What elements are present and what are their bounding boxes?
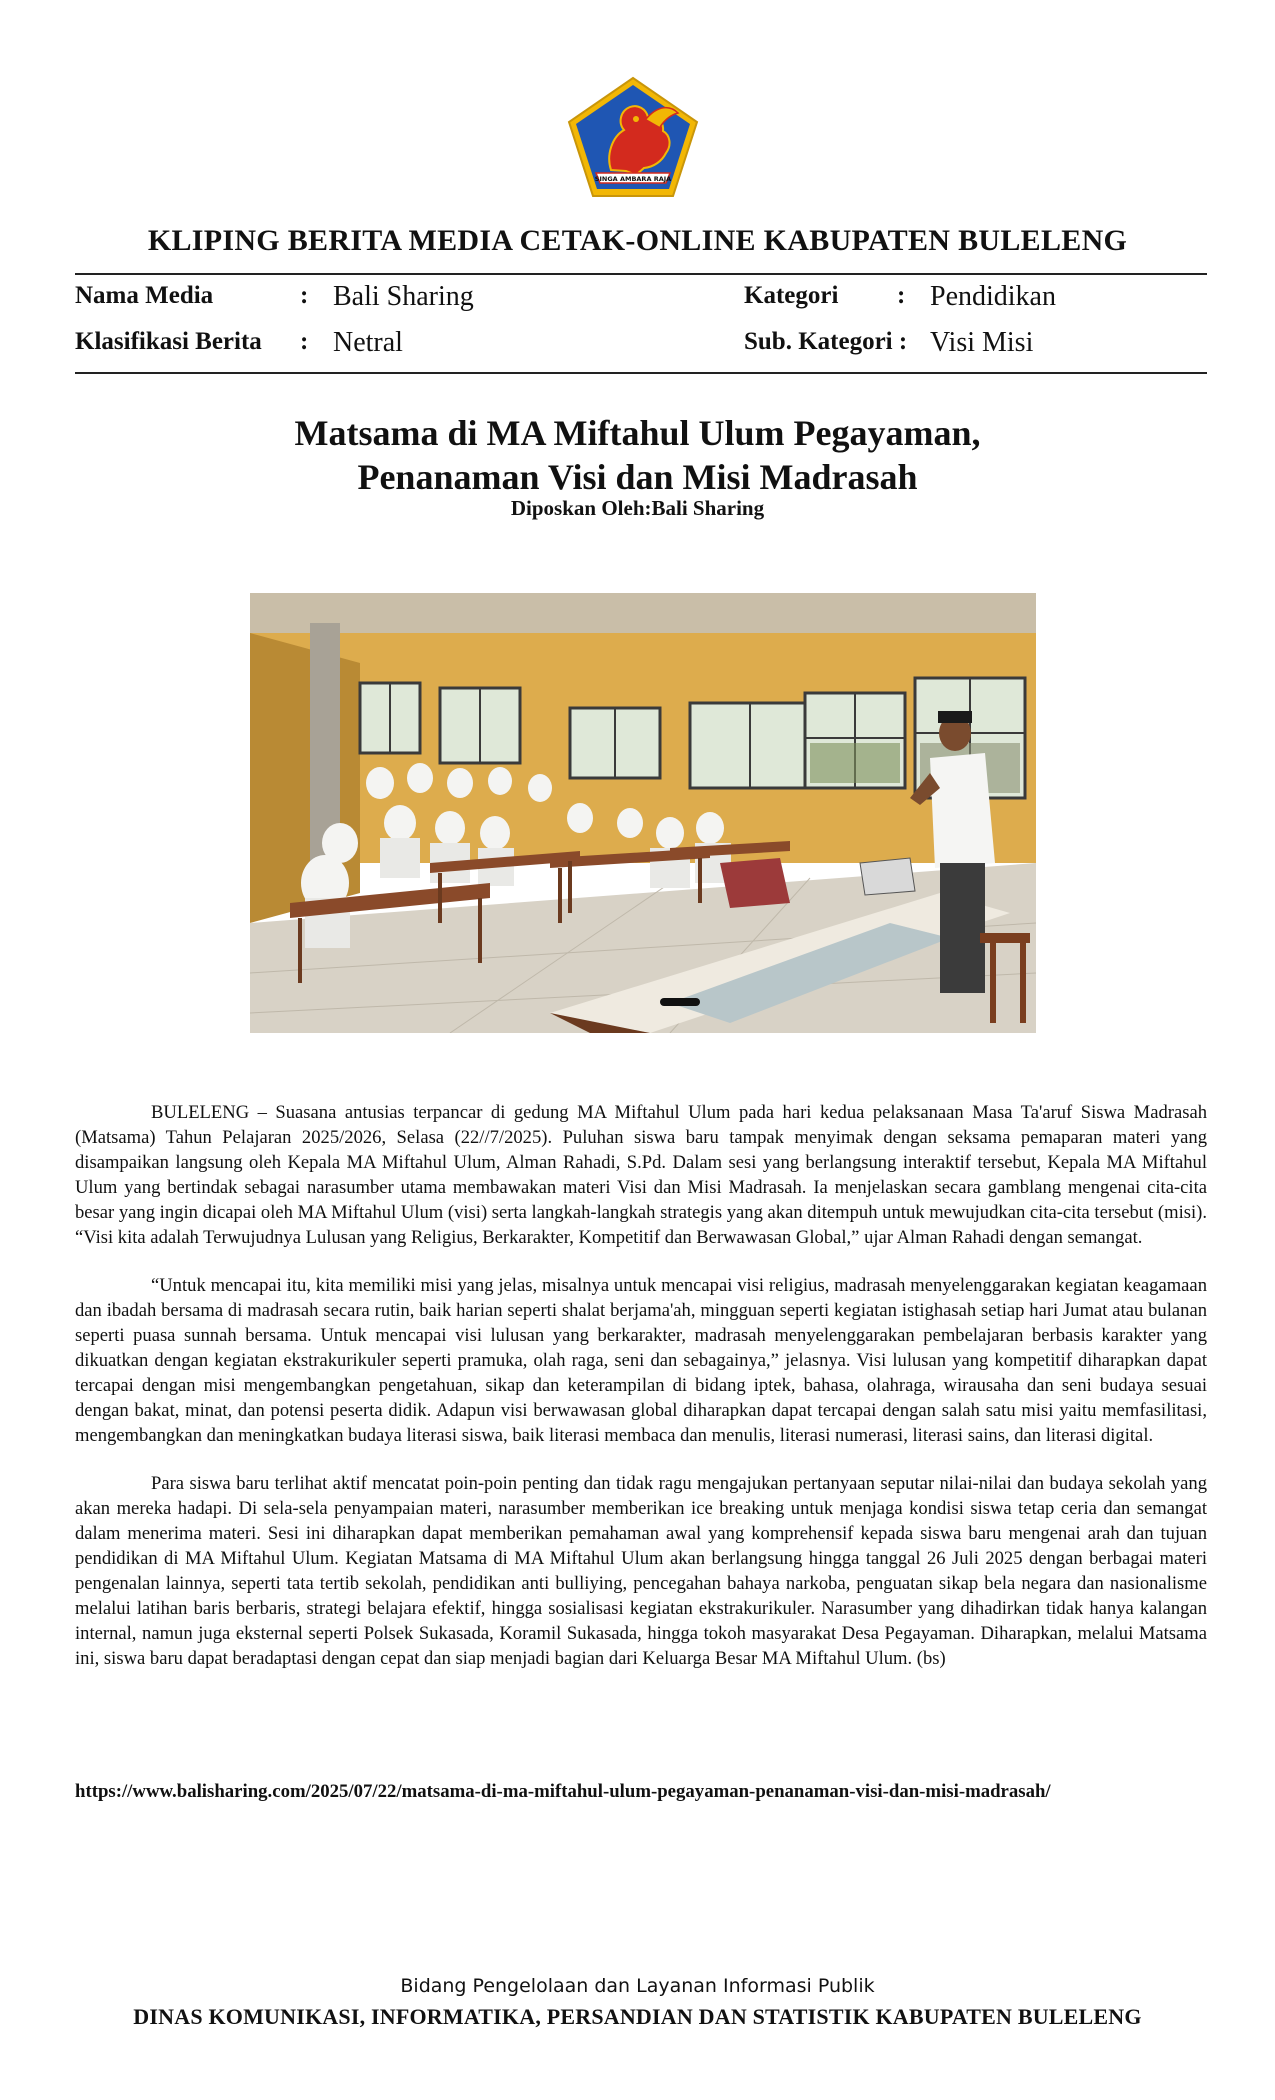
divider-bottom	[75, 372, 1207, 374]
article-title-line1: Matsama di MA Miftahul Ulum Pegayaman,	[294, 413, 981, 453]
kategori-colon: :	[897, 282, 906, 309]
meta-row-1	[75, 282, 1207, 316]
footer-department: Bidang Pengelolaan dan Layanan Informasi Publik	[400, 1975, 875, 1997]
source-url-link[interactable]: https://www.balisharing.com/2025/07/22/matsama-di-ma-miftahul-ulum-pegayaman-penanaman-visi-dan-misi-madrasah/	[75, 1781, 1051, 1802]
classroom-photo-icon	[250, 593, 1036, 1033]
article-paragraph: Para siswa baru terlihat aktif mencatat poin-poin penting dan tidak ragu mengajukan pertanyaan seputar nilai-nilai dan budaya sekolah yang akan mereka hadapi. Di sela-sela penyampaian materi, narasumber memberikan ice breaking untuk menjaga kondisi siswa tetap ceria dan semangat dalam menerima materi. Sesi ini diharapkan dapat memberikan pemahaman awal yang komprehensif kepada siswa baru mengenai arah dan tujuan pendidikan di MA Miftahul Ulum. Kegiatan Matsama di MA Miftahul Ulum akan berlangsung hingga tanggal 26 Juli 2025 dengan berbagai materi pengenalan lainnya, seperti tata tertib sekolah, pendidikan anti bulliying, pencegahan bahaya narkoba, penguatan sikap bela negara dan nasionalisme melalui latihan baris berbaris, strategi belajara efektif, hingga sosialisasi kegiatan ekstrakurikuler. Narasumber yang dihadirkan tidak hanya kalangan internal, namun juga eksternal seperti Polsek Sukasada, Koramil Sukasada, hingga tokoh masyarakat Desa Pegayaman. Diharapkan, melalui Matsama ini, siswa baru dapat beradaptasi dengan cepat dan siap menjadi bagian dari Keluarga Besar MA Miftahul Ulum. (bs)	[75, 1473, 1207, 1669]
article-paragraph: BULELENG – Suasana antusias terpancar di gedung MA Miftahul Ulum pada hari kedua pelaksanaan Masa Ta'aruf Siswa Madrasah (Matsama) Tahun Pelajaran 2025/2026, Selasa (22//7/2025). Puluhan siswa baru tampak menyimak dengan seksama pemaparan materi yang disampaikan langsung oleh Kepala MA Miftahul Ulum, Alman Rahadi, S.Pd. Dalam sesi yang berlangsung interaktif tersebut, Kepala MA Miftahul Ulum yang bertindak sebagai narasumber utama membawakan materi Visi dan Misi Madrasah. Ia menjelaskan secara gamblang mengenai cita-cita besar yang ingin dicapai oleh MA Miftahul Ulum (visi) serta langkah-langkah strategis yang akan ditempuh untuk mewujudkan cita-cita tersebut (misi). “Visi kita adalah Terwujudnya Lulusan yang Religius, Berkarakter, Kompetitif dan Berwawasan Global,” ujar Alman Rahadi dengan semangat.	[75, 1102, 1207, 1248]
byline: Diposkan Oleh:Bali Sharing	[510, 496, 765, 520]
nama-media-colon: :	[300, 282, 309, 309]
klasifikasi-label: Klasifikasi Berita	[75, 328, 262, 355]
meta-row-2	[75, 328, 1207, 362]
kategori-value: Pendidikan	[930, 281, 1056, 312]
page-title: KLIPING BERITA MEDIA CETAK-ONLINE KABUPATEN BULELENG	[147, 224, 1128, 257]
article-title-line2: Penanaman Visi dan Misi Madrasah	[357, 457, 918, 497]
kategori-label: Kategori	[744, 282, 839, 309]
divider-top	[75, 273, 1207, 275]
article-paragraph: “Untuk mencapai itu, kita memiliki misi yang jelas, misalnya untuk mencapai visi religius, madrasah menyelenggarakan kegiatan keagamaan dan ibadah bersama di madrasah secara rutin, baik harian seperti shalat berjama'ah, mingguan seperti kegiatan istighasah setiap hari Jumat atau bulanan seperti puasa sunnah bersama. Untuk mencapai visi lulusan yang berkarakter, madrasah menyelenggarakan pembelajaran berbasis karakter yang dikuatkan dengan kegiatan ekstrakurikuler seperti pramuka, olah raga, seni dan sebagainya,” jelasnya. Visi lulusan yang kompetitif diharapkan dapat tercapai dengan misi mengembangkan pengetahuan, sikap dan keterampilan di bidang iptek, bahasa, olahraga, wirausaha dan seni budaya sesuai dengan bakat, minat, dan potensi peserta didik. Adapun visi berwawasan global diharapkan dapat tercapai dengan salah satu misi yaitu memfasilitasi, mengembangkan dan meningkatkan budaya literasi siswa, baik literasi membaca dan menulis, literasi numerasi, literasi sains, dan literasi digital.	[75, 1275, 1207, 1446]
article-body	[75, 1100, 1207, 1694]
nama-media-value: Bali Sharing	[333, 281, 474, 312]
buleleng-regency-emblem-icon	[566, 75, 700, 199]
footer-agency: DINAS KOMUNIKASI, INFORMATIKA, PERSANDIAN DAN STATISTIK KABUPATEN BULELENG	[133, 2004, 1142, 2029]
nama-media-label: Nama Media	[75, 282, 214, 309]
sub-kategori-label: Sub. Kategori :	[744, 328, 908, 355]
emblem-motto-text: SINGA AMBARA RAJA	[594, 175, 672, 183]
sub-kategori-value: Visi Misi	[930, 327, 1034, 358]
klasifikasi-colon: :	[300, 328, 309, 355]
klasifikasi-value: Netral	[333, 327, 403, 358]
